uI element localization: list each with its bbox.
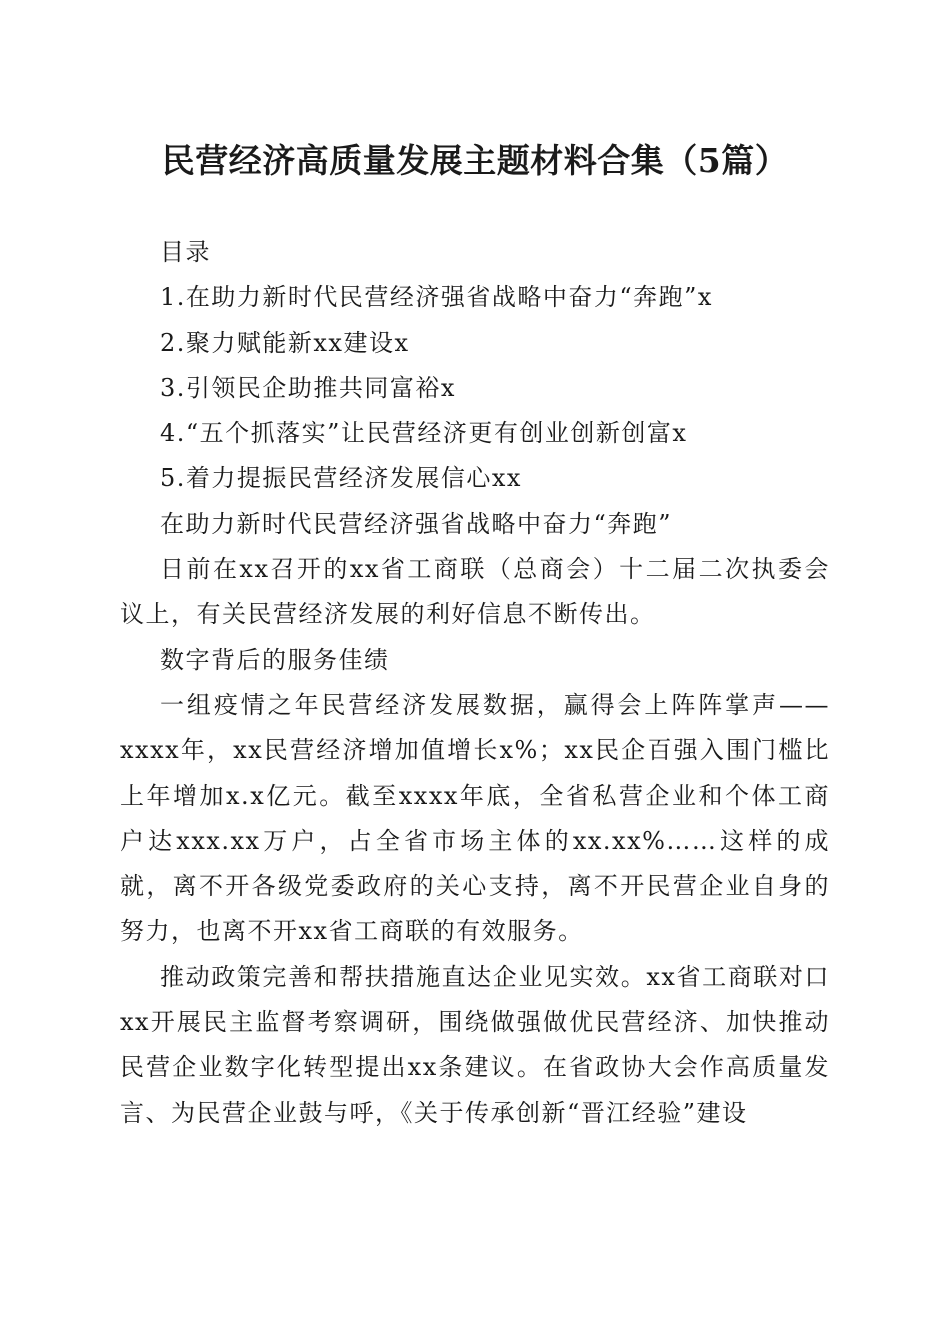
toc-item-1: 1.在助力新时代民营经济强省战略中奋力“奔跑”x: [160, 283, 713, 312]
document-title: 民营经济高质量发展主题材料合集（5篇）: [161, 141, 789, 180]
article-intro-paragraph: 日前在xx召开的xx省工商联（总商会）十二届二次执委会议上，有关民营经济发展的利好信息不断传出。: [120, 555, 830, 629]
section-heading: 数字背后的服务佳绩: [160, 645, 390, 674]
toc-item-5: 5.着力提振民营经济发展信心xx: [160, 464, 522, 493]
toc-item-3: 3.引领民企助推共同富裕x: [160, 373, 456, 402]
document-body: [120, 230, 830, 1136]
toc-heading: 目录: [160, 238, 211, 266]
article-heading: 在助力新时代民营经济强省战略中奋力“奔跑”: [160, 509, 673, 538]
article-paragraph-1: 一组疫情之年民营经济发展数据，赢得会上阵阵掌声——xxxx年，xx民营经济增加值增长x%；xx民企百强入围门槛比上年增加x.x亿元。截至xxxx年底，全省私营企业和个体工商户达xxx.xx万户，占全省市场主体的xx.xx%……这样的成就，离不开各级党委政府的关心支持，离不开民营企业自身的努力，也离不开xx省工商联的有效服务。: [120, 690, 830, 946]
article-paragraph-2: 推动政策完善和帮扶措施直达企业见实效。xx省工商联对口xx开展民主监督考察调研，围绕做强做优民营经济、加快推动民营企业数字化转型提出xx条建议。在省政协大会作高质量发言、为民营企业鼓与呼，《关于传承创新“晋江经验”建设: [120, 962, 830, 1127]
toc-item-2: 2.聚力赋能新xx建设x: [160, 328, 410, 357]
toc-item-4: 4.“五个抓落实”让民营经济更有创业创新创富x: [160, 419, 688, 448]
